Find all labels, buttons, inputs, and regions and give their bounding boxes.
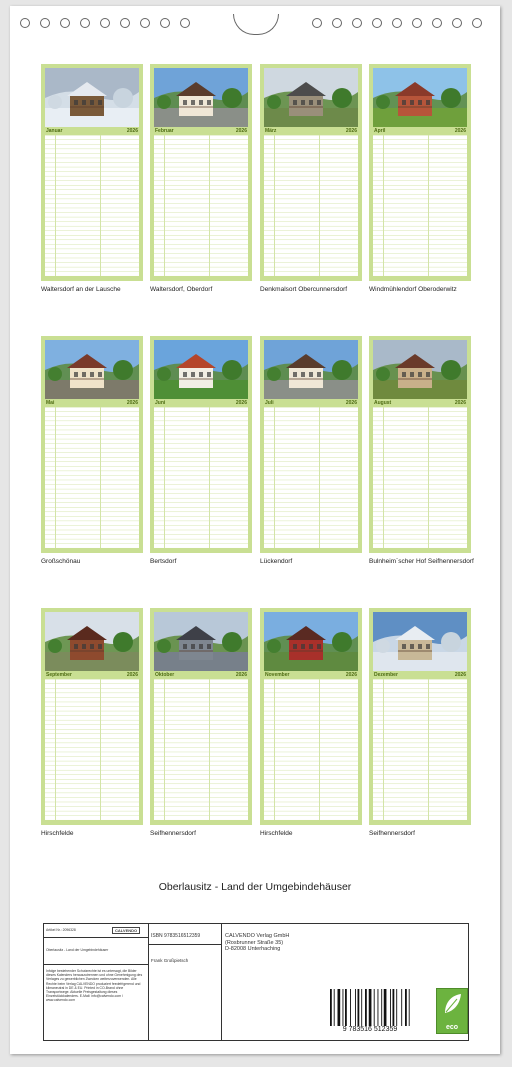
binding-ring	[20, 18, 30, 28]
month-photo	[373, 612, 467, 671]
binding-ring	[140, 18, 150, 28]
eco-text: eco	[445, 1024, 459, 1031]
binding-ring	[412, 18, 422, 28]
month-9-panel	[41, 608, 143, 825]
month-header	[45, 400, 139, 407]
month-year: 2026	[235, 672, 247, 678]
month-year: 2026	[345, 400, 357, 406]
month-year: 2026	[345, 128, 357, 134]
grid-column-line	[100, 407, 101, 548]
month-name: November	[265, 672, 290, 678]
grid-column-line	[209, 407, 210, 548]
month-caption: Bertsdorf	[150, 558, 177, 565]
hanging-hook	[233, 14, 279, 35]
barcode-bar	[361, 989, 362, 1027]
grid-column-line	[428, 135, 429, 276]
binding-ring	[352, 18, 362, 28]
barcode-bar	[384, 989, 387, 1027]
barcode-bar	[345, 989, 347, 1027]
month-header	[373, 400, 467, 407]
grid-column-line	[164, 407, 165, 548]
back-info-box	[43, 923, 469, 1041]
grid-column-line	[319, 679, 320, 820]
grid-column-line	[428, 679, 429, 820]
month-header	[373, 672, 467, 679]
binding-ring	[332, 18, 342, 28]
binding-ring	[432, 18, 442, 28]
day-grid	[373, 407, 467, 548]
grid-column-line	[319, 135, 320, 276]
barcode-bar	[378, 989, 379, 1027]
barcode-bar	[390, 989, 391, 1027]
day-grid	[264, 135, 358, 276]
day-grid	[373, 135, 467, 276]
barcode-bar	[374, 989, 375, 1027]
grid-column-line	[274, 135, 275, 276]
month-caption: Waltersdorf an der Lausche	[41, 286, 121, 293]
month-name: Dezember	[374, 672, 398, 678]
binding-ring	[472, 18, 482, 28]
binding-ring	[120, 18, 130, 28]
binding-rings	[10, 16, 500, 32]
grid-column-line	[55, 407, 56, 548]
month-header	[264, 672, 358, 679]
month-name: Februar	[155, 128, 174, 134]
grid-column-line	[100, 135, 101, 276]
grid-column-line	[274, 407, 275, 548]
month-11-panel	[260, 608, 362, 825]
barcode-bar	[393, 989, 395, 1027]
barcode-bar	[381, 989, 382, 1027]
month-header	[264, 400, 358, 407]
eco-label-icon	[436, 988, 468, 1034]
month-name: September	[46, 672, 72, 678]
month-header	[45, 128, 139, 135]
month-photo	[45, 340, 139, 399]
barcode-bar	[358, 989, 360, 1027]
month-name: Juni	[155, 400, 166, 406]
grid-column-line	[383, 679, 384, 820]
day-grid	[264, 407, 358, 548]
binding-ring	[452, 18, 462, 28]
month-photo	[154, 68, 248, 127]
month-year: 2026	[454, 400, 466, 406]
grid-column-line	[55, 135, 56, 276]
barcode-bar	[396, 989, 397, 1027]
day-grid	[373, 679, 467, 820]
binding-ring	[40, 18, 50, 28]
binding-ring	[60, 18, 70, 28]
grid-column-line	[209, 135, 210, 276]
month-name: Mai	[46, 400, 55, 406]
barcode-bar	[330, 989, 332, 1027]
binding-ring	[372, 18, 382, 28]
month-year: 2026	[345, 672, 357, 678]
divider	[44, 937, 148, 938]
month-12-panel	[369, 608, 471, 825]
barcode-bar	[405, 989, 407, 1027]
month-caption: Denkmalsort Obercunnersdorf	[260, 286, 348, 293]
month-name: Juli	[265, 400, 274, 406]
month-name: August	[374, 400, 392, 406]
month-caption: Bulnheim´scher Hof Seifhennersdorf	[369, 558, 474, 565]
month-header	[154, 128, 248, 135]
calendar-title: Oberlausitz - Land der Umgebindehäuser	[158, 881, 352, 893]
divider	[44, 964, 148, 965]
grid-column-line	[383, 135, 384, 276]
month-caption: Hirschfelde	[41, 830, 74, 837]
publisher-line: (Rosbrunner Straße 35)	[225, 939, 284, 946]
grid-column-line	[100, 679, 101, 820]
barcode-bar	[369, 989, 372, 1027]
month-header	[45, 672, 139, 679]
month-4-panel	[369, 64, 471, 281]
info-left-column	[44, 924, 149, 1040]
barcode	[326, 987, 414, 1035]
month-6-panel	[150, 336, 252, 553]
grid-column-line	[55, 679, 56, 820]
calendar-sheet	[10, 6, 500, 1054]
month-year: 2026	[454, 672, 466, 678]
month-photo	[45, 68, 139, 127]
month-photo	[264, 68, 358, 127]
month-year: 2026	[126, 128, 138, 134]
month-8-panel	[369, 336, 471, 553]
month-caption: Seifhennersdorf	[369, 830, 415, 837]
barcode-bar	[401, 989, 402, 1027]
month-caption: Großschönau	[41, 558, 81, 565]
month-year: 2026	[126, 400, 138, 406]
month-year: 2026	[126, 672, 138, 678]
binding-ring	[392, 18, 402, 28]
grid-column-line	[428, 407, 429, 548]
month-5-panel	[41, 336, 143, 553]
barcode-bar	[338, 989, 341, 1027]
barcode-bar	[355, 989, 356, 1027]
divider	[149, 944, 221, 945]
day-grid	[154, 407, 248, 548]
publisher-line: D-82008 Unterhaching	[225, 946, 281, 952]
calvendo-logo: CALVENDO	[112, 927, 140, 934]
binding-ring	[160, 18, 170, 28]
month-caption: Windmühlendorf Oberoderwitz	[369, 286, 457, 293]
day-grid	[154, 679, 248, 820]
day-grid	[45, 135, 139, 276]
article-number: Artikel Nr.: 2096328	[46, 928, 76, 932]
grid-column-line	[209, 679, 210, 820]
month-name: Januar	[46, 128, 63, 134]
binding-ring	[80, 18, 90, 28]
month-photo	[373, 340, 467, 399]
month-name: Oktober	[155, 672, 175, 678]
month-caption: Lückendorf	[260, 558, 293, 565]
short-title: Oberlausitz - Land der Umgebindehäuser	[46, 948, 109, 952]
barcode-digits: 9 783516 512359	[326, 1026, 414, 1033]
barcode-bar	[409, 989, 410, 1027]
grid-column-line	[383, 407, 384, 548]
month-name: April	[374, 128, 386, 134]
grid-column-line	[164, 679, 165, 820]
month-year: 2026	[235, 400, 247, 406]
month-1-panel	[41, 64, 143, 281]
binding-ring	[180, 18, 190, 28]
month-photo	[154, 340, 248, 399]
info-middle-column	[149, 924, 222, 1040]
author: Frank Großpietsch	[151, 958, 189, 963]
month-header	[154, 400, 248, 407]
month-7-panel	[260, 336, 362, 553]
month-year: 2026	[454, 128, 466, 134]
barcode-bar	[334, 989, 335, 1027]
month-caption: Seifhennersdorf	[150, 830, 196, 837]
month-caption: Hirschfelde	[260, 830, 293, 837]
month-caption: Waltersdorf, Oberdorf	[150, 286, 213, 293]
grid-column-line	[274, 679, 275, 820]
legal-text: Infolge bestehender Schutzrechte ist es untersagt, die Bilder dieses Kalenders herauszutrennen und ohne Genehmigung des Verlages zu gewerblichen Zwecken weiterzuverwenden. Alle Rechte beim Verlag CALVENDO produziert feedefrigerend und klimaneutral in DE & EU. Printed in CO-Brand ohne Transportwege. Aktuelle Preisgestaltung dieses Einzelstückkalenders. E-Mail: info@calvendo.com / www.calvendo.com	[46, 969, 143, 1003]
month-photo	[264, 340, 358, 399]
day-grid	[45, 679, 139, 820]
month-10-panel	[150, 608, 252, 825]
month-year: 2026	[235, 128, 247, 134]
month-photo	[373, 68, 467, 127]
binding-ring	[312, 18, 322, 28]
month-name: März	[265, 128, 277, 134]
grid-column-line	[164, 135, 165, 276]
isbn: ISBN 9783516512359	[151, 933, 201, 939]
month-photo	[45, 612, 139, 671]
barcode-bar	[365, 989, 367, 1027]
month-photo	[264, 612, 358, 671]
month-2-panel	[150, 64, 252, 281]
day-grid	[154, 135, 248, 276]
day-grid	[264, 679, 358, 820]
grid-column-line	[319, 407, 320, 548]
month-header	[154, 672, 248, 679]
month-header	[264, 128, 358, 135]
month-photo	[154, 612, 248, 671]
barcode-bar	[350, 989, 351, 1027]
publisher-line: CALVENDO Verlag GmbH	[225, 933, 290, 939]
leaf-icon	[437, 989, 467, 1019]
barcode-bar	[343, 989, 344, 1027]
day-grid	[45, 407, 139, 548]
binding-ring	[100, 18, 110, 28]
month-header	[373, 128, 467, 135]
publisher-address	[225, 933, 289, 953]
month-3-panel	[260, 64, 362, 281]
